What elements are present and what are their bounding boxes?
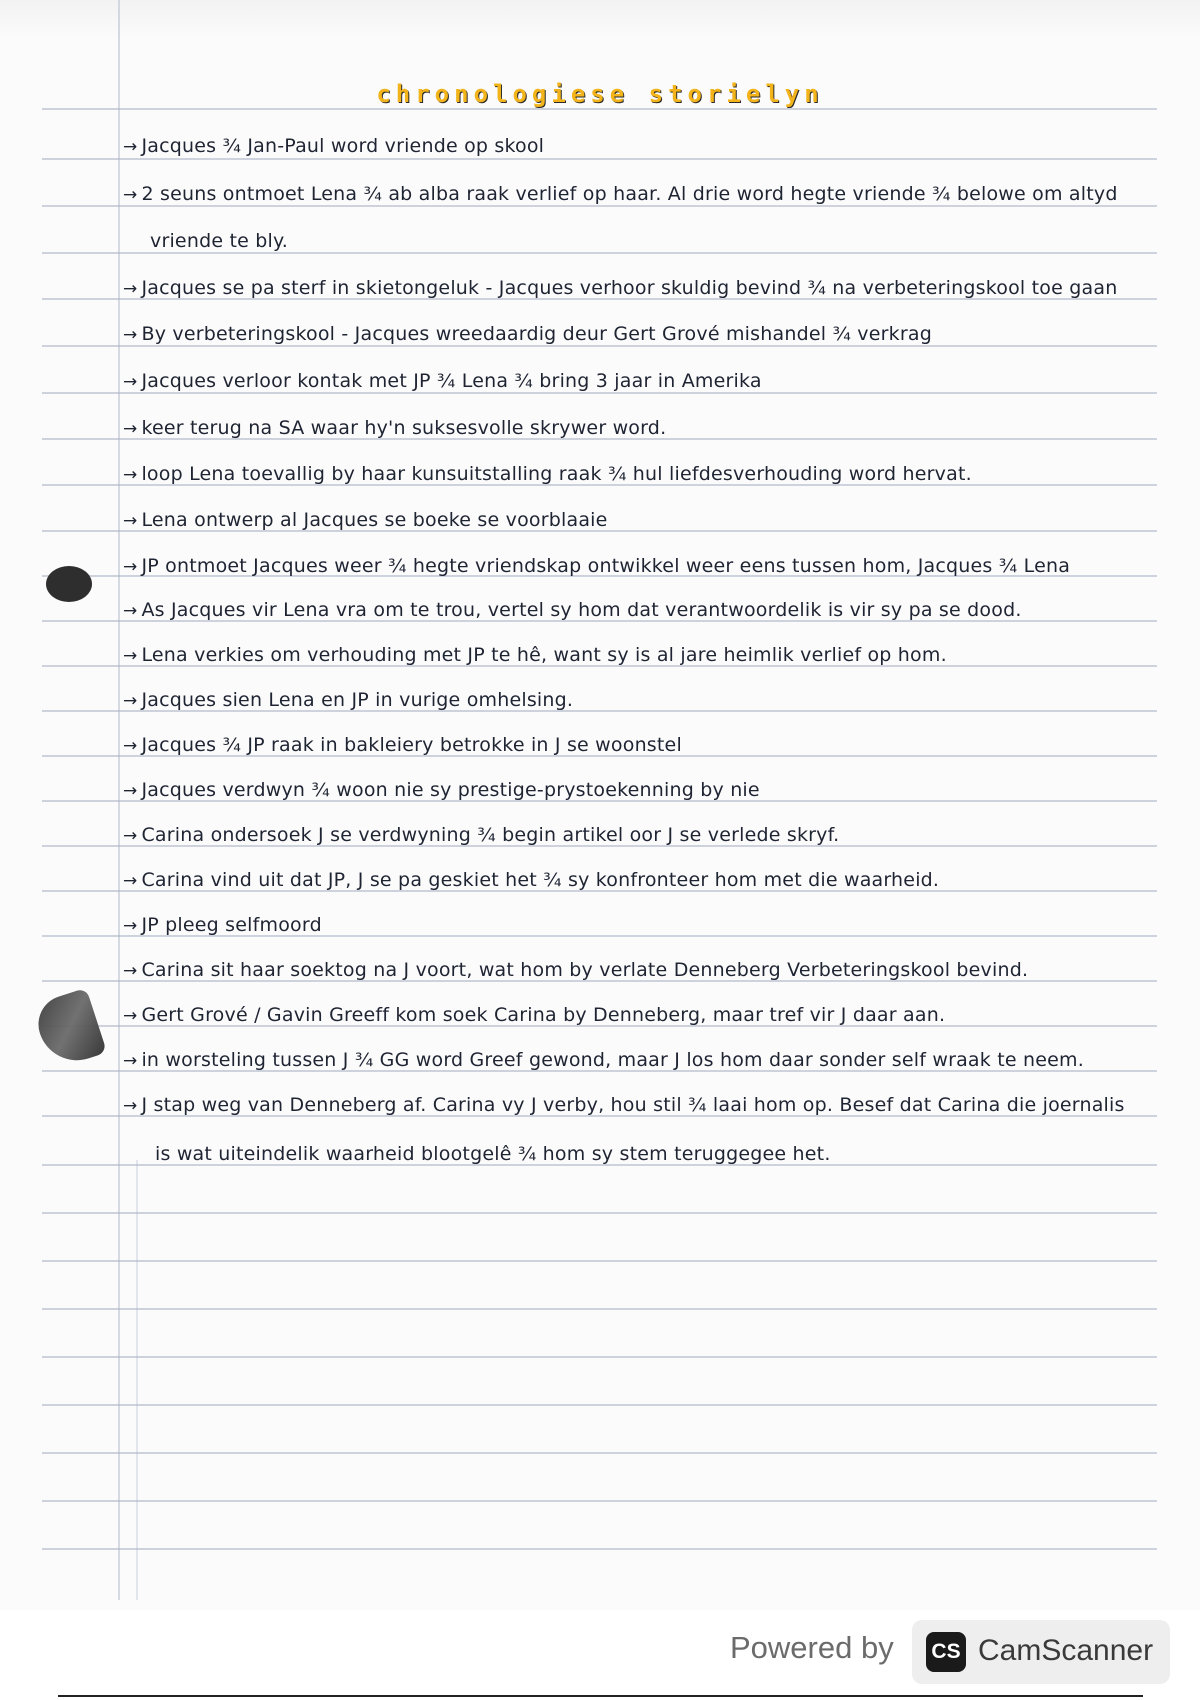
storyline-text: 2 seuns ontmoet Lena ¾ ab alba raak verlief op haar. Al drie word hegte vriende ¾ belowe om altyd <box>141 183 1118 205</box>
storyline-item <box>123 462 972 487</box>
ruled-line <box>42 108 1157 110</box>
ruled-line <box>42 1452 1157 1454</box>
storyline-item <box>123 913 322 938</box>
arrow-icon: → <box>123 372 138 392</box>
storyline-item <box>123 598 1022 623</box>
arrow-icon: → <box>123 557 138 577</box>
arrow-icon: → <box>123 1051 138 1071</box>
camscanner-logo-icon: CS <box>926 1632 966 1672</box>
storyline-item-continued <box>155 1142 831 1166</box>
ruled-line <box>42 1500 1157 1502</box>
storyline-item <box>123 508 608 533</box>
storyline-text: JP pleeg selfmoord <box>141 914 322 936</box>
arrow-icon: → <box>123 325 138 345</box>
storyline-item <box>123 554 1070 579</box>
storyline-text: Jacques ¾ Jan-Paul word vriende op skool <box>141 135 545 157</box>
storyline-item-continued <box>150 229 288 253</box>
storyline-item <box>123 134 544 159</box>
storyline-text: is wat uiteindelik waarheid blootgelê ¾ hom sy stem teruggegee het. <box>155 1143 831 1165</box>
storyline-text: Jacques se pa sterf in skietongeluk - Jacques verhoor skuldig bevind ¾ na verbeteringskool toe gaan <box>141 277 1118 299</box>
storyline-item <box>123 416 666 441</box>
storyline-item <box>123 778 760 803</box>
storyline-item <box>123 369 762 394</box>
margin-line-lower <box>136 1160 138 1600</box>
storyline-text: JP ontmoet Jacques weer ¾ hegte vriendskap ontwikkel weer eens tussen hom, Jacques ¾ Lena <box>141 555 1071 577</box>
binder-clip <box>31 988 107 1071</box>
storyline-text: Lena ontwerp al Jacques se boeke se voorblaaie <box>141 509 608 531</box>
arrow-icon: → <box>123 465 138 485</box>
storyline-item <box>123 958 1028 983</box>
arrow-icon: → <box>123 646 138 666</box>
ruled-line <box>42 1308 1157 1310</box>
page-title: chronologiese storielyn <box>376 80 824 108</box>
storyline-text: Jacques verloor kontak met JP ¾ Lena ¾ bring 3 jaar in Amerika <box>141 370 762 392</box>
storyline-text: Jacques ¾ JP raak in bakleiery betrokke in J se woonstel <box>141 734 682 756</box>
arrow-icon: → <box>123 916 138 936</box>
storyline-text: J stap weg van Denneberg af. Carina vy J verby, hou stil ¾ laai hom op. Besef dat Carina die joernalis <box>141 1094 1125 1116</box>
powered-by-label: Powered by <box>730 1630 894 1665</box>
storyline-item <box>123 1003 945 1028</box>
arrow-icon: → <box>123 826 138 846</box>
storyline-text: loop Lena toevallig by haar kunsuitstalling raak ¾ hul liefdesverhouding word hervat. <box>141 463 972 485</box>
storyline-item <box>123 643 947 668</box>
arrow-icon: → <box>123 511 138 531</box>
storyline-text: in worsteling tussen J ¾ GG word Greef gewond, maar J los hom daar sonder self wraak te neem. <box>141 1049 1084 1071</box>
arrow-icon: → <box>123 137 138 157</box>
camscanner-badge <box>912 1620 1170 1684</box>
storyline-item <box>123 688 573 713</box>
arrow-icon: → <box>123 419 138 439</box>
storyline-text: Gert Grové / Gavin Greeff kom soek Carina by Denneberg, maar tref vir J daar aan. <box>141 1004 946 1026</box>
storyline-item <box>123 868 939 893</box>
storyline-text: As Jacques vir Lena vra om te trou, vertel sy hom dat verantwoordelik is vir sy pa se dood. <box>141 599 1022 621</box>
arrow-icon: → <box>123 185 138 205</box>
ruled-line <box>42 1356 1157 1358</box>
arrow-icon: → <box>123 736 138 756</box>
storyline-item <box>123 182 1118 207</box>
storyline-text: By verbeteringskool - Jacques wreedaardig deur Gert Grové mishandel ¾ verkrag <box>141 323 932 345</box>
arrow-icon: → <box>123 1006 138 1026</box>
storyline-item <box>123 1093 1125 1118</box>
arrow-icon: → <box>123 781 138 801</box>
ruled-line <box>42 1548 1157 1550</box>
storyline-text: Jacques sien Lena en JP in vurige omhelsing. <box>141 689 574 711</box>
storyline-text: Carina ondersoek J se verdwyning ¾ begin artikel oor J se verlede skryf. <box>141 824 840 846</box>
storyline-item <box>123 733 682 758</box>
storyline-text: keer terug na SA waar hy'n suksesvolle skrywer word. <box>141 417 667 439</box>
storyline-text: vriende te bly. <box>150 230 288 252</box>
storyline-text: Carina vind uit dat JP, J se pa geskiet het ¾ sy konfronteer hom met die waarheid. <box>141 869 940 891</box>
arrow-icon: → <box>123 279 138 299</box>
storyline-text: Jacques verdwyn ¾ woon nie sy prestige-prystoekenning by nie <box>141 779 760 801</box>
arrow-icon: → <box>123 601 138 621</box>
camscanner-name: CamScanner <box>978 1634 1154 1667</box>
ruled-line <box>42 1212 1157 1214</box>
arrow-icon: → <box>123 1096 138 1116</box>
storyline-item <box>123 1048 1084 1073</box>
ruled-line <box>42 1260 1157 1262</box>
bottom-divider <box>58 1695 1143 1697</box>
arrow-icon: → <box>123 871 138 891</box>
storyline-item <box>123 823 839 848</box>
arrow-icon: → <box>123 961 138 981</box>
ruled-line <box>42 1404 1157 1406</box>
storyline-item <box>123 276 1117 301</box>
storyline-item <box>123 322 932 347</box>
storyline-text: Carina sit haar soektog na J voort, wat hom by verlate Denneberg Verbeteringskool bevind. <box>141 959 1029 981</box>
storyline-text: Lena verkies om verhouding met JP te hê, want sy is al jare heimlik verlief op hom. <box>141 644 947 666</box>
arrow-icon: → <box>123 691 138 711</box>
binder-hole <box>46 566 92 602</box>
